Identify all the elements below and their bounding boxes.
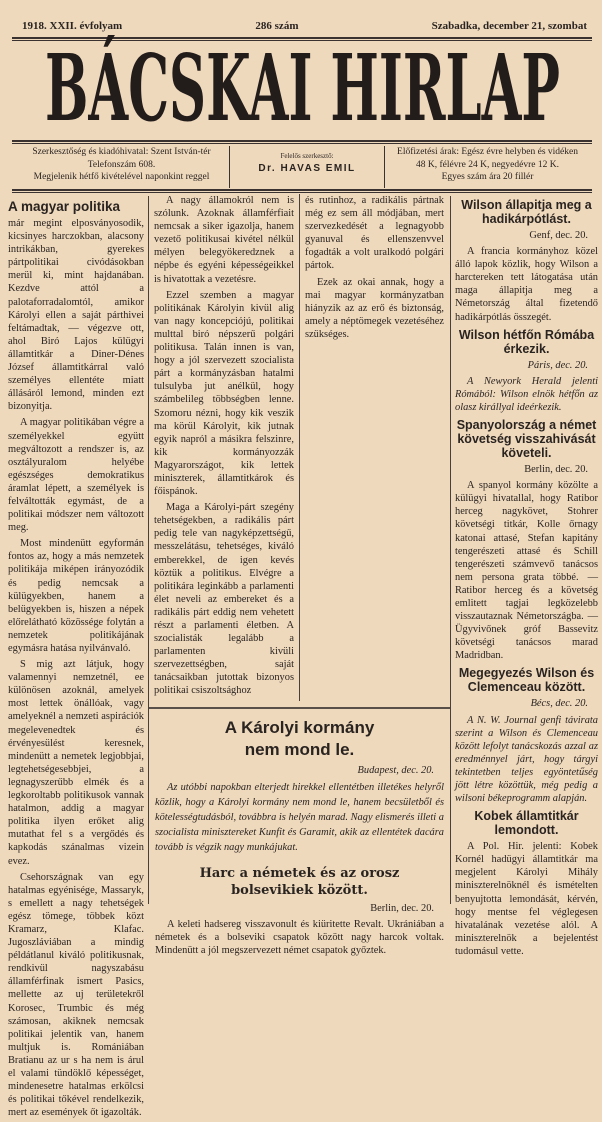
headline: Wilson állapitja meg a hadikárpótlást.: [461, 198, 592, 226]
paragraph: Maga a Károlyi-párt szegény tehetségekben, a radikális párt pedig tele van nagyképzettségű, messzelátásu, tehetséges, kiváló emberekkel, de igen kevés köztük a politikus. Elvégre a politikára leginkább a parlamenti élet neveli az embereket és a radikális párt eddig nem vehetett részt a parlamenti életben. A szocialisták legalább a parlamenten kivüli szervezettségben, saját tanácsaikban jutottak bizonyos politikai csiszoltsághoz: [154, 502, 294, 697]
article-kobek: [455, 809, 598, 958]
paragraph: Ezzel szemben a magyar politikának Károlyin kivül alig van nagy koncepciójú, politikai multtal biró népszerű polgári politikusa. Talán innen is van, hogy a jól szervezett szocialista párt a kormányzásban hatalmi tulsulyba jut anélkül, hogy számbelileg többségben lenne. Szomoru nézni, hogy kik veszik ma körül Károlyit, kik jutnak egyik napról a másikra felszinre, kik kormányozzák Magyarországot, kik lettek miniszterek, államtitkárok és főispánok.: [154, 289, 294, 498]
paragraph: A spanyol kormány közölte a külügyi hivatallal, hogy Ratibor herceg nagykövet, Stohrer követségi titkár, Kolle őrnagy katonai attasé, Stefan kapitány tengerészeti attasé és Schill tengerészeti számvevő tanácsos nem persona grata többé. — Ratibor herceg és a követség emlitett tagjai legközelebb visszautaznak Németországba. — Ügyvivőnek gróf Bassevitz követségi tanácsos marad Madridban.: [455, 480, 598, 662]
paragraph: A N. W. Journal genfi távirata szerint a Wilson és Clemenceau között lefolyt tanácskozás azzal az eredménnyel járt, hogy tárgyi tekintetben teljes egyöntetűség jött létre közöttük, még pedig a wilsoni békeprogramm alapján.: [455, 714, 598, 805]
volume: 1918. XXII. évfolyam: [22, 20, 123, 32]
dateline: Budapest, dec. 20.: [357, 764, 434, 776]
section-rule: [149, 707, 450, 709]
place-date: Szabadka, december 21, szombat: [431, 20, 587, 32]
paragraph: A keleti hadsereg visszavonult és kiüritette Revalt. Ukrániában a németek és a bolseviki csapatok között nagy harcok voltak. Mindenütt a jól megszervezett német csapatok győztek.: [155, 918, 444, 956]
dateline: Genf, dec. 20.: [529, 230, 588, 241]
divider: [12, 140, 592, 144]
article-spanyolorszag: [455, 418, 598, 662]
paragraph: Most mindenütt egyformán fontos az, hogy a más nemzetek politikája miképen irányozódik és pedig nemcsak a külügyekben, hanem a belügyekben is, hiszen a népek előrelátható közössége folytán a nemzetek politikájának egymásra hatása nyilvánvaló.: [8, 538, 144, 654]
dateline: Páris, dec. 20.: [527, 359, 588, 371]
article-magyar-politika-cont: [149, 194, 299, 701]
paragraph: Az utóbbi napokban elterjedt hirekkel ellentétben illetékes helyről közlik, hogy a Károlyi kormány nem mond le, hanem becsületből és kötelességtudásból, továbbra is helyén marad. Nagy elismerés illeti a szocialista minisztereket Kunfit és Garamit, akik az ellentétek dacára tovább is végzik nagy munkájukat.: [155, 781, 444, 853]
news-column: [455, 194, 598, 961]
info-bar: [14, 146, 590, 188]
headline: Megegyezés Wilson és Clemenceau között.: [458, 666, 595, 695]
paragraph: A francia kormányhoz közel álló lapok közlik, hogy Wilson a harctereken tett látogatása után maga állapitja meg a Németország által fizetendő hadikárpótlás összegét.: [455, 246, 598, 323]
dateline: Berlin, dec. 20.: [370, 902, 434, 914]
subscription-info: [384, 146, 590, 188]
subscription-line: Előfizetési árak: Egész évre helyben és vidéken: [397, 147, 578, 157]
headline: Wilson hétfőn Rómába érkezik.: [458, 327, 595, 356]
office-info: [14, 146, 229, 188]
divider: [12, 189, 592, 193]
paragraph: már megint elposványosodik, kicsinyes harczokban, alacsony intrikákban, gyerekes pártpolitikai civódásokban merül ki, mint hajdanában. Kezdve attól a palotaforradalomtól, amikor Károlyi ellen a saját párthivei feltámadtak, — végezve ott, ahol Biró Lajos külügyi államtitkár a Diner-Dénes József államtitkárral való személyes ellentéte miatt állásáról lemond, minden ezt bizonyitja.: [8, 218, 144, 413]
paragraph: A Newyork Herald jelenti Rómából: Wilson elnök hétfőn az olasz királlyal ideérkezik.: [455, 375, 598, 413]
article-wilson-clemenceau: [455, 666, 598, 805]
column-rule: [450, 196, 451, 904]
paragraph: A Pol. Hir. jelenti: Kobek Kornél hadügyi államtitkár ma megjelent Károlyi Mihály miniszterelnöknél és ismételten benyujtotta lemondását, kérvén, hogy mentse fel véglegesen hivatalának vezetése alól. A miniszterelnök a bejelentést tudomásul vette.: [455, 841, 598, 957]
editor-label: Felelős szerkesztő:: [280, 152, 334, 160]
dateline: Bécs, dec. 20.: [530, 698, 588, 710]
office-phone: Telefonszám 608.: [87, 159, 156, 170]
article-karolyi-kormany: [149, 717, 450, 855]
paragraph: Ezek az okai annak, hogy a mai magyar kormányzatban hiányzik az az erő és biztonság, amely a néptömegek vezetéséhez szükséges.: [305, 276, 444, 340]
article-magyar-politika: [8, 196, 144, 1122]
editor-name: Dr. HAVAS EMIL: [258, 162, 356, 174]
paragraph: és rutinhoz, a radikális pártnak még ez sem áll módjában, mert szervezkedését a legnagyobb gyanuval és ellenszenvvel fogadták a volt uralkodó polgári pártok.: [305, 195, 444, 272]
article-magyar-politika-cont2: [299, 194, 449, 701]
paragraph: S mig azt látjuk, hogy valamennyi nemzetnél, ee különösen azoknál, amelyek most lettek önállóak, vagy amelyeknél a nemzeti aspirációk megelevenedtek és érvényesülést keresnek, mindenütt a nemetek legjobbjai, legtehetségesebbjei, a legnagyszerűbb elmék és a legkoroltabb politikusok vannak hatalmon, addig a magyar politika ilyen erőket alig mutathat fel s a vergődés és kapkodás szánalmas vizein evez.: [8, 659, 144, 867]
office-address: Szerkesztőség és kiadóhivatal: Szent István-tér: [32, 147, 211, 157]
headline: Spanyolország a német követség visszahivását követeli.: [456, 418, 597, 461]
middle-columns: [149, 194, 450, 701]
article-wilson-hadikarpotlas: [455, 198, 598, 324]
headline: Kobek államtitkár lemondott.: [474, 809, 579, 838]
office-schedule: Megjelenik hétfő kivételével naponkint reggel: [33, 172, 210, 182]
article-harc: [149, 865, 450, 957]
paragraph: A magyar politikában végre a személyekkel együtt megváltozott a rendszer is, az osztályuralom helyébe egészséges demokratikus áramlat lépett, a személyek is felváltották egymást, de a politikai módszer nem változott meg.: [8, 417, 144, 534]
headline: A magyar politika: [8, 199, 121, 214]
newspaper-title: BÁCSKAI HIRLAP: [45, 35, 560, 144]
paragraph: Csehországnak van egy hatalmas egyénisége, Massaryk, s emellett a nagy tehetségek egész tömege, többek közt Kramarz, Klafac. Jugoszláviában a mindig példátlanul kiváló politikusnak, rendkivül nagyszabásu államférfinak ismert Pasics, mellette az uj területekről Korosec, Trumbic és még számosan, akiknek nemcsak politikai jelentik van, hanem multjuk is. Romániában Bratianu az ur s ha nem is árul el valami tündöklő képességet, mindenesetre hatalmas erkölcsi és politikai tőkével rendelkezik, mert az események őt igazolták.: [8, 871, 144, 1119]
paragraph: A nagy államokról nem is szólunk. Azoknak államférfiait nemcsak a siker igazolja, hanem vezető politikusai kivétel nélkül mélyen belegyökeredznek a népbe és egyéni képességeikkel is hivatottak a vezetésre.: [154, 195, 294, 285]
headline: A Károlyi kormány nem mond le.: [224, 717, 375, 759]
editor-info: [229, 146, 384, 188]
subscription-line: 48 K, félévre 24 K, negyedévre 12 K.: [416, 159, 559, 170]
subscription-line: Egyes szám ára 20 fillér: [441, 172, 534, 182]
dateline: Berlin, dec. 20.: [524, 464, 588, 476]
middle-section: [149, 194, 450, 960]
issue-number: 286 szám: [255, 20, 299, 32]
headline: Harc a németek és az orosz bolsevikiek között.: [199, 865, 400, 898]
article-wilson-roma: [455, 328, 598, 414]
masthead: [45, 35, 560, 144]
issue-line: [22, 20, 587, 32]
